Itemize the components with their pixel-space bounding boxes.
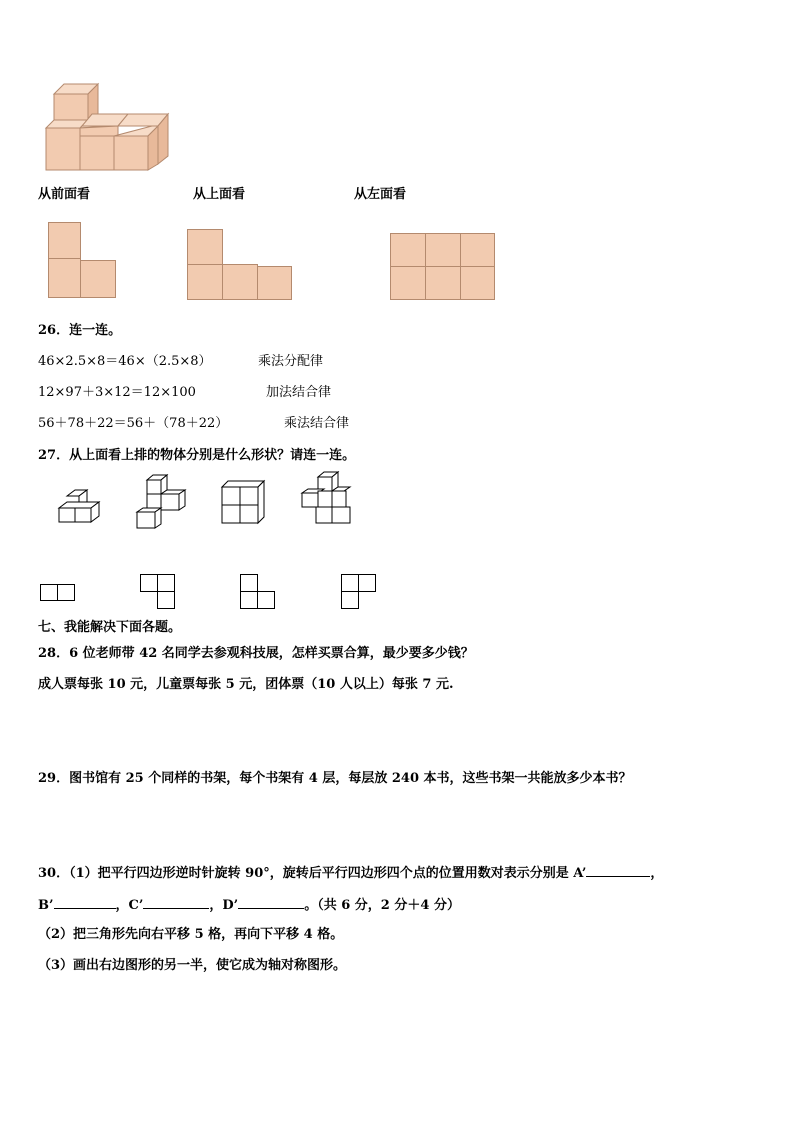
q30-part1-text: 30．（1）把平行四边形逆时针旋转 90°，旋转后平行四边形四个点的位置用数对表示分别是 A’ — [38, 866, 587, 881]
answer-blank-c[interactable] — [143, 896, 209, 909]
front-view-drawing — [48, 222, 118, 302]
q26-right-item-3: 乘法结合律 — [284, 416, 350, 431]
q28-ticket-prices: 成人票每张 10 元，儿童票每张 5 元，团体票（10 人以上）每张 7 元. — [38, 677, 454, 692]
q28-title: 28．6 位老师带 42 名同学去参观科技展，怎样买票合算，最少要多少钱？ — [38, 646, 474, 661]
top-view-drawing — [187, 229, 295, 303]
q27-topview-4 — [341, 574, 377, 612]
section-7-title: 七、我能解决下面各题。 — [38, 620, 182, 635]
q27-topview-1 — [40, 584, 76, 604]
q30-part1-end: ， — [650, 866, 664, 881]
q30-score-note: 。（共 6 分，2 分＋4 分） — [304, 898, 460, 913]
q26-right-item-1: 乘法分配律 — [258, 354, 324, 369]
answer-blank-d[interactable] — [238, 896, 304, 909]
left-view-drawing — [390, 233, 498, 303]
q30-part1-cont — [38, 896, 460, 914]
q26-left-item-1: 46×2.5×8＝46×（2.5×8） — [38, 354, 212, 369]
q26-left-item-2: 12×97＋3×12＝12×100 — [38, 385, 196, 400]
c-label: ，C’ — [115, 898, 144, 913]
q27-topview-3 — [240, 574, 276, 612]
q26-left-item-3: 56＋78＋22＝56＋（78＋22） — [38, 416, 229, 431]
d-label: ，D’ — [209, 898, 239, 913]
q27-title: 27．从上面看上排的物体分别是什么形状？请连一连。 — [38, 448, 356, 463]
b-label: B’ — [38, 898, 54, 913]
answer-blank-a[interactable] — [586, 864, 650, 877]
q26-title: 26．连一连。 — [38, 323, 122, 338]
q27-topview-2 — [140, 574, 176, 612]
front-view-label: 从前面看 — [38, 187, 91, 202]
q29-title: 29．图书馆有 25 个同样的书架，每个书架有 4 层，每层放 240 本书，这些书架一共能放多少本书？ — [38, 771, 632, 786]
q27-solid-1 — [55, 490, 107, 526]
q27-solid-4 — [300, 473, 356, 527]
top-view-label: 从上面看 — [193, 187, 246, 202]
q27-solid-2 — [135, 478, 190, 530]
answer-blank-b[interactable] — [54, 896, 116, 909]
q30-part1 — [38, 864, 663, 882]
left-view-label: 从左面看 — [354, 187, 407, 202]
q27-solid-3 — [218, 479, 270, 527]
q30-part2: （2）把三角形先向右平移 5 格，再向下平移 4 格。 — [38, 927, 344, 942]
q26-right-item-2: 加法结合律 — [266, 385, 332, 400]
q30-part3: （3）画出右边图形的另一半，使它成为轴对称图形。 — [38, 958, 347, 973]
cube-arrangement-figure — [40, 80, 175, 175]
